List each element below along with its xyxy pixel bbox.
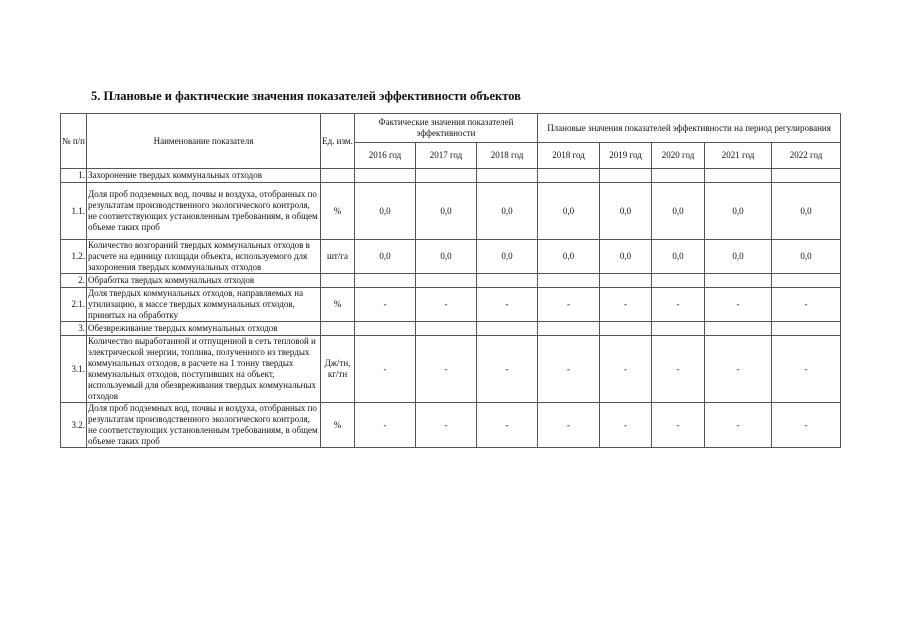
empty-cell bbox=[600, 169, 652, 183]
indicator-name: Доля проб подземных вод, почвы и воздуха, отобранных по результатам производственного экологического контроля, не соответствующих установленным требованиям, в общем объеме таких проб bbox=[87, 183, 321, 240]
empty-cell bbox=[416, 274, 477, 288]
empty-cell bbox=[705, 322, 772, 336]
header-year: 2018 год bbox=[477, 143, 538, 169]
empty-cell bbox=[355, 169, 416, 183]
value-cell: - bbox=[355, 288, 416, 322]
section-name: Обезвреживание твердых коммунальных отходов bbox=[87, 322, 321, 336]
empty-cell bbox=[477, 322, 538, 336]
indicator-name: Доля проб подземных вод, почвы и воздуха, отобранных по результатам производственного экологического контроля, не соответствующих установленным требованиям, в общем объеме таких проб bbox=[87, 403, 321, 448]
row-number: 1.1. bbox=[61, 183, 87, 240]
row-number: 1.2. bbox=[61, 240, 87, 274]
header-year: 2017 год bbox=[416, 143, 477, 169]
section-name: Обработка твердых коммунальных отходов bbox=[87, 274, 321, 288]
empty-cell bbox=[538, 322, 600, 336]
header-year: 2021 год bbox=[705, 143, 772, 169]
value-cell: - bbox=[772, 336, 841, 403]
header-year: 2020 год bbox=[652, 143, 705, 169]
table-row bbox=[61, 240, 841, 274]
table-row bbox=[61, 183, 841, 240]
indicator-name: Доля твердых коммунальных отходов, направляемых на утилизацию, в массе твердых коммунальных отходов, принятых на обработку bbox=[87, 288, 321, 322]
value-cell: 0,0 bbox=[355, 240, 416, 274]
header-num: № п/п bbox=[61, 114, 87, 169]
empty-cell bbox=[705, 169, 772, 183]
section-title: 5. Плановые и фактические значения показателей эффективности объектов bbox=[91, 89, 521, 103]
empty-cell bbox=[321, 169, 355, 183]
value-cell: - bbox=[538, 403, 600, 448]
empty-cell bbox=[538, 169, 600, 183]
value-cell: - bbox=[477, 403, 538, 448]
header-actual-group: Фактические значения показателей эффективности bbox=[355, 114, 538, 143]
indicator-unit: шт/га bbox=[321, 240, 355, 274]
empty-cell bbox=[652, 322, 705, 336]
indicator-unit: Дж/тн, кг/тн bbox=[321, 336, 355, 403]
section-name: Захоронение твердых коммунальных отходов bbox=[87, 169, 321, 183]
value-cell: 0,0 bbox=[416, 240, 477, 274]
value-cell: - bbox=[652, 403, 705, 448]
value-cell: - bbox=[600, 336, 652, 403]
empty-cell bbox=[355, 322, 416, 336]
value-cell: - bbox=[772, 288, 841, 322]
header-unit: Ед. изм. bbox=[321, 114, 355, 169]
value-cell: - bbox=[538, 288, 600, 322]
table-row bbox=[61, 403, 841, 448]
section-row bbox=[61, 169, 841, 183]
empty-cell bbox=[538, 274, 600, 288]
empty-cell bbox=[652, 274, 705, 288]
header-year: 2019 год bbox=[600, 143, 652, 169]
value-cell: 0,0 bbox=[705, 183, 772, 240]
empty-cell bbox=[705, 274, 772, 288]
value-cell: - bbox=[477, 288, 538, 322]
empty-cell bbox=[321, 322, 355, 336]
row-number: 3.1. bbox=[61, 336, 87, 403]
empty-cell bbox=[600, 274, 652, 288]
header-plan-group: Плановые значения показателей эффективности на период регулирования bbox=[538, 114, 841, 143]
empty-cell bbox=[600, 322, 652, 336]
row-number: 2. bbox=[61, 274, 87, 288]
empty-cell bbox=[772, 322, 841, 336]
header-year: 2018 год bbox=[538, 143, 600, 169]
value-cell: - bbox=[705, 336, 772, 403]
value-cell: 0,0 bbox=[477, 240, 538, 274]
empty-cell bbox=[321, 274, 355, 288]
section-row bbox=[61, 274, 841, 288]
indicator-unit: % bbox=[321, 403, 355, 448]
empty-cell bbox=[355, 274, 416, 288]
value-cell: - bbox=[355, 336, 416, 403]
value-cell: - bbox=[705, 288, 772, 322]
row-number: 2.1. bbox=[61, 288, 87, 322]
value-cell: - bbox=[477, 336, 538, 403]
value-cell: 0,0 bbox=[652, 240, 705, 274]
header-year: 2022 год bbox=[772, 143, 841, 169]
value-cell: 0,0 bbox=[477, 183, 538, 240]
value-cell: - bbox=[652, 288, 705, 322]
empty-cell bbox=[416, 322, 477, 336]
empty-cell bbox=[416, 169, 477, 183]
table-row bbox=[61, 336, 841, 403]
value-cell: 0,0 bbox=[772, 183, 841, 240]
value-cell: 0,0 bbox=[600, 183, 652, 240]
value-cell: 0,0 bbox=[705, 240, 772, 274]
empty-cell bbox=[772, 274, 841, 288]
row-number: 3.2. bbox=[61, 403, 87, 448]
value-cell: 0,0 bbox=[538, 240, 600, 274]
value-cell: - bbox=[600, 288, 652, 322]
section-row bbox=[61, 322, 841, 336]
indicator-name: Количество выработанной и отпущенной в сеть тепловой и электрической энергии, топлива, полученного из твердых коммунальных отходов, в расчете на 1 тонну твердых коммунальных отходов, поступивших на объект, используемый для обезвреживания твердых коммунальных отходов bbox=[87, 336, 321, 403]
indicator-unit: % bbox=[321, 183, 355, 240]
value-cell: - bbox=[600, 403, 652, 448]
value-cell: - bbox=[538, 336, 600, 403]
empty-cell bbox=[477, 169, 538, 183]
value-cell: 0,0 bbox=[772, 240, 841, 274]
header-row-1 bbox=[61, 114, 841, 143]
indicator-unit: % bbox=[321, 288, 355, 322]
value-cell: 0,0 bbox=[652, 183, 705, 240]
table-row bbox=[61, 288, 841, 322]
value-cell: - bbox=[772, 403, 841, 448]
indicator-name: Количество возгораний твердых коммунальных отходов в расчете на единицу площади объекта, используемого для захоронения твердых коммунальных отходов bbox=[87, 240, 321, 274]
empty-cell bbox=[652, 169, 705, 183]
value-cell: - bbox=[705, 403, 772, 448]
value-cell: 0,0 bbox=[538, 183, 600, 240]
value-cell: - bbox=[652, 336, 705, 403]
empty-cell bbox=[477, 274, 538, 288]
value-cell: - bbox=[355, 403, 416, 448]
value-cell: 0,0 bbox=[416, 183, 477, 240]
empty-cell bbox=[772, 169, 841, 183]
value-cell: 0,0 bbox=[355, 183, 416, 240]
indicators-table bbox=[60, 113, 841, 448]
value-cell: - bbox=[416, 336, 477, 403]
header-year: 2016 год bbox=[355, 143, 416, 169]
header-name: Наименование показателя bbox=[87, 114, 321, 169]
value-cell: - bbox=[416, 288, 477, 322]
value-cell: 0,0 bbox=[600, 240, 652, 274]
value-cell: - bbox=[416, 403, 477, 448]
row-number: 3. bbox=[61, 322, 87, 336]
row-number: 1. bbox=[61, 169, 87, 183]
